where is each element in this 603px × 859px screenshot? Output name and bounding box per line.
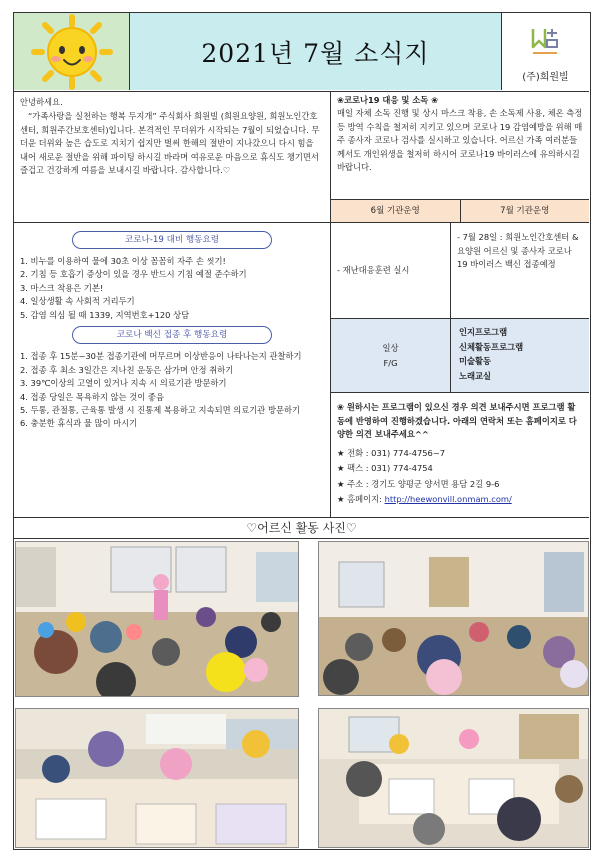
header [14, 13, 589, 92]
contact-fax: ★ 팩스 : 031) 774-4754 [337, 463, 433, 474]
rules-section [14, 223, 331, 517]
corona-rules-list [20, 255, 324, 322]
schedule-header [331, 200, 589, 223]
programs-label [331, 319, 451, 392]
corona-rules-title: 코로나-19 대비 행동요령 [72, 231, 272, 249]
corona-notice [331, 92, 589, 200]
activity-photo-circle-exercise [318, 541, 589, 696]
list-item: 1. 접종 후 15분~30분 접종기관에 머무르며 이상반응이 나타나는지 관찰하기 [20, 351, 302, 362]
contact-section [331, 393, 589, 517]
list-item: 1. 비누를 이용하여 물에 30초 이상 꼼꼼히 자주 손 씻기! [20, 256, 226, 266]
homepage-label: ★ 홈페이지: [337, 494, 385, 505]
page-title: 2021년 7월 소식지 [201, 38, 430, 68]
list-item: 4. 접종 당일은 목욕하지 않는 것이 좋음 [20, 391, 164, 402]
contact-phone: ★ 전화 : 031) 774-4756~7 [337, 448, 446, 459]
programs-label-1: 일상 [382, 343, 399, 354]
corona-notice-heading: ❀코로나19 대응 및 소독 ❀ [337, 95, 439, 105]
homepage-link[interactable]: http://heewonvill.onmam.com/ [384, 494, 512, 505]
programs-label-2: F/G [383, 357, 398, 368]
vaccine-rules-title: 코로나 백신 접종 후 행동요령 [72, 326, 272, 344]
july-header: 7월 기관운영 [461, 200, 590, 222]
list-item: 2. 기침 등 호흡기 증상이 있을 경우 반드시 기침 예절 준수하기 [20, 269, 247, 280]
contact-homepage [337, 492, 583, 507]
program-item: 노래교실 [459, 370, 492, 381]
program-item: 신체활동프로그램 [459, 341, 524, 352]
newsletter-page [13, 12, 591, 850]
schedule-row [331, 223, 589, 319]
contact-address: ★ 주소 : 경기도 양평군 양서면 용담 2길 9-6 [337, 478, 500, 489]
july-item: - 7월 28일 : 희원노인간호센터 & 요양원 어르신 및 종사자 코로나 19 바이러스 백신 접종예정 [457, 232, 579, 270]
greeting-salutation: 안녕하세요. [20, 97, 63, 107]
programs-row [331, 319, 589, 393]
june-item: - 재난대응훈련 실시 [331, 223, 451, 318]
list-item: 6. 충분한 휴식과 물 많이 마시기 [20, 418, 138, 429]
list-item: 5. 감염 의심 될 때 1339, 지역번호+120 상담 [20, 309, 190, 320]
greeting-body: “가족사랑을 실천하는 행복 두지개” 주식회사 희원빌 (희원요양원, 희원노인간호센터, 희원주간보호센터)입니다. 본격적인 무더위가 시작되는 7월이 되었습니다. 무더운 더위와 높은 습도로 지치기 쉽지만 벌써 한해의 절반이 지나갔으니 다시 힘을 내어 새로운 절반을 위해 파이팅 하시길 바라며 여유로운 마음으로 휴식도 챙기면서 즐겁고 건강하게 여름을 보내시길 바랍니다. 감사합니다.♡ [20, 111, 320, 176]
title-box [130, 13, 502, 90]
contact-intro: ❀ 원하시는 프로그램이 있으신 경우 의견 보내주시면 프로그램 활동에 반영하여 진행하겠습니다. 아래의 연락처 또는 홈페이지로 다양한 의견 보내주세요^^ [337, 402, 577, 440]
program-item: 미술활동 [459, 356, 492, 367]
vaccine-rules-list [20, 350, 324, 431]
sun-illustration [14, 13, 130, 90]
activity-photo-balloon-room [15, 541, 299, 697]
activity-photo-coloring-table [15, 708, 299, 848]
programs-list [451, 319, 589, 392]
company-name: (주)희원빌 [522, 72, 569, 83]
list-item: 4. 일상생활 속 사회적 거리두기 [20, 296, 135, 307]
list-item: 3. 마스크 착용은 기본! [20, 282, 104, 293]
activity-photo-drawing-class [318, 708, 589, 848]
program-item: 인지프로그램 [459, 327, 508, 337]
june-header: 6월 기관운영 [331, 200, 461, 222]
company-logo-icon [530, 25, 560, 59]
list-item: 2. 접종 후 최소 3일간은 지나친 운동은 삼가며 안정 취하기 [20, 364, 234, 375]
list-item: 3. 39℃이상의 고열이 있거나 지속 시 의료기관 방문하기 [20, 378, 227, 389]
photos-title: ♡어르신 활동 사진♡ [14, 517, 589, 539]
photo-grid [14, 539, 589, 849]
greeting-section [14, 92, 331, 223]
list-item: 5. 두통, 관절통, 근육통 발생 시 진통제 복용하고 지속되면 의료기관 방문하기 [20, 404, 301, 415]
logo-box [502, 13, 589, 90]
corona-notice-body: 매일 자체 소독 진행 및 상시 마스크 착용, 손 소독제 사용, 체온 측정 등 방역 수칙을 철저히 지키고 있으며 코로나 19 감염예방을 위해 매주 종사자 코로나 검사를 실시하고 있습니다. 어르신 가족 여러분들께서도 개인위생을 철저히 하시어 코로나19 바이러스에 유의하시길 바랍니다. [337, 108, 583, 173]
